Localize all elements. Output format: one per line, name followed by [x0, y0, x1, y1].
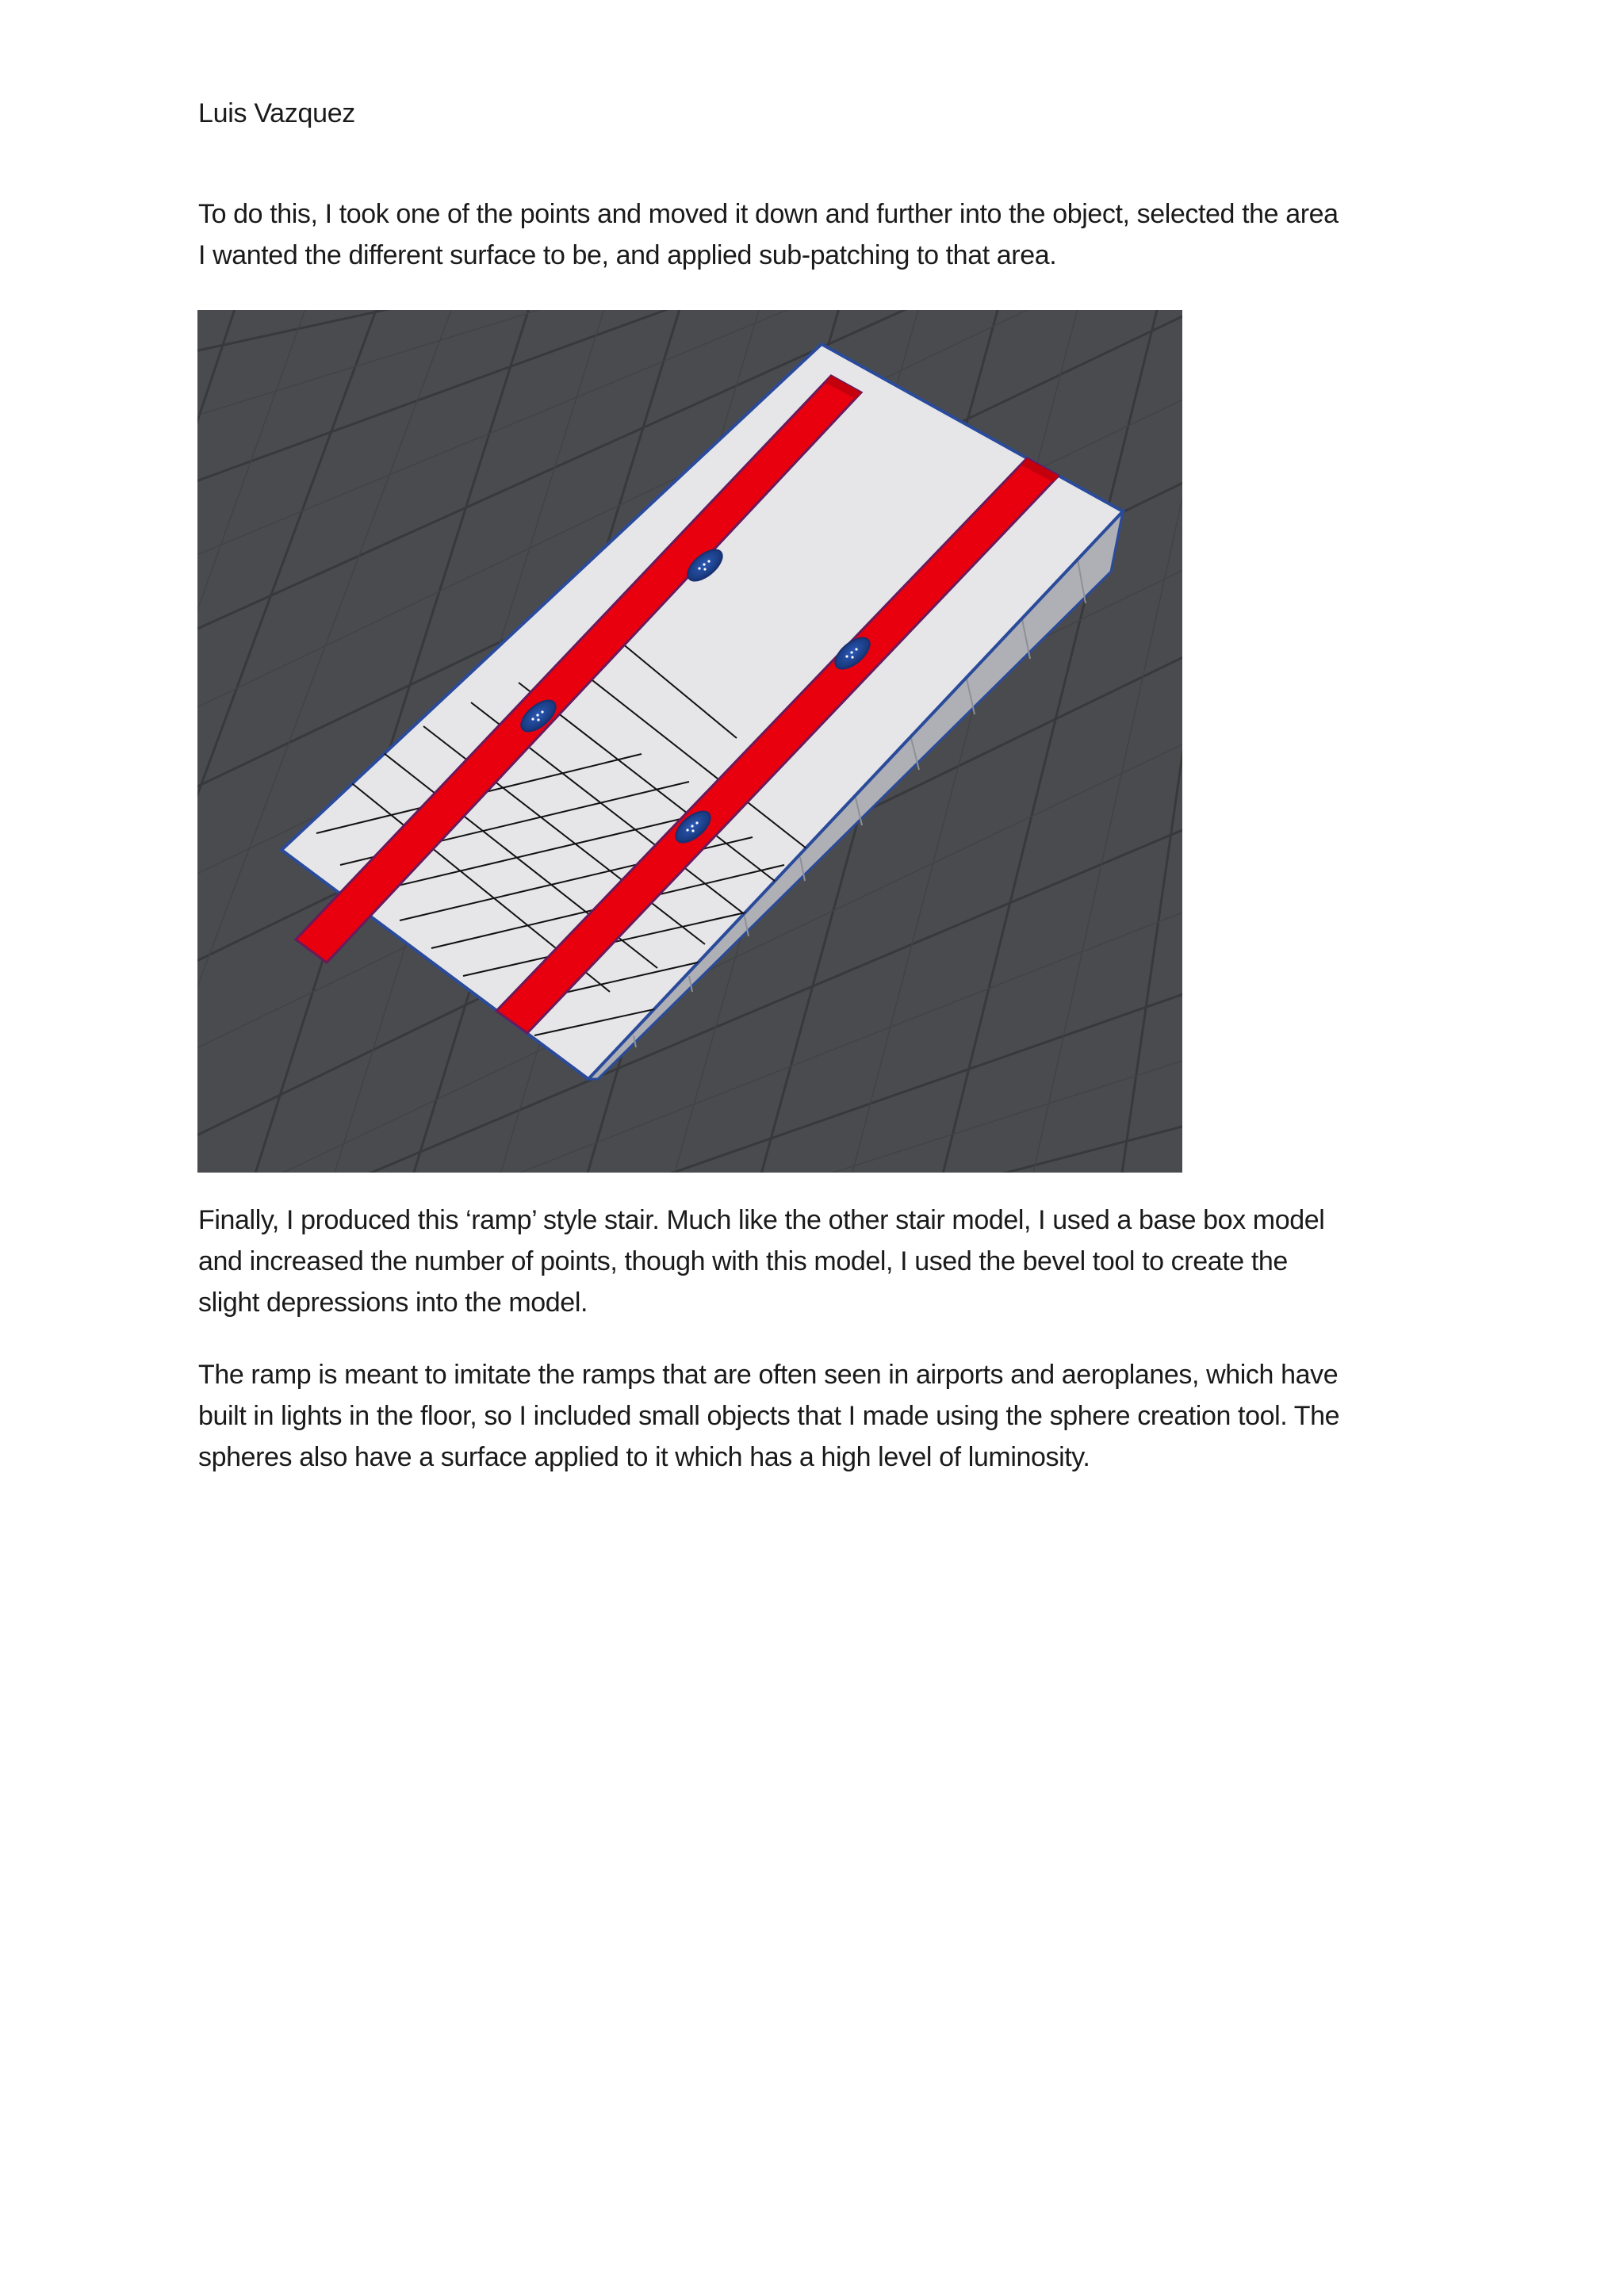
ramp-line-3: spheres also have a surface applied to it which has a high level of luminosity. [198, 1442, 1090, 1472]
finally-paragraph [198, 1200, 1435, 1323]
intro-paragraph [198, 193, 1435, 276]
intro-line-2: I wanted the different surface to be, and applied sub-patching to that area. [198, 240, 1057, 270]
finally-line-1: Finally, I produced this ‘ramp’ style stair. Much like the other stair model, I used a base box model [198, 1205, 1325, 1235]
intro-line-1: To do this, I took one of the points and moved it down and further into the object, selected the area [198, 199, 1339, 229]
ramp-paragraph [198, 1354, 1435, 1478]
author-name: Luis Vazquez [198, 98, 356, 128]
ramp-line-2: built in lights in the floor, so I included small objects that I made using the sphere creation tool. The [198, 1401, 1340, 1431]
ramp-render-image [197, 310, 1182, 1173]
finally-line-2: and increased the number of points, though with this model, I used the bevel tool to create the [198, 1246, 1288, 1276]
ramp-line-1: The ramp is meant to imitate the ramps that are often seen in airports and aeroplanes, which have [198, 1360, 1339, 1390]
finally-line-3: slight depressions into the model. [198, 1288, 588, 1318]
ramp-render-svg [197, 310, 1182, 1173]
